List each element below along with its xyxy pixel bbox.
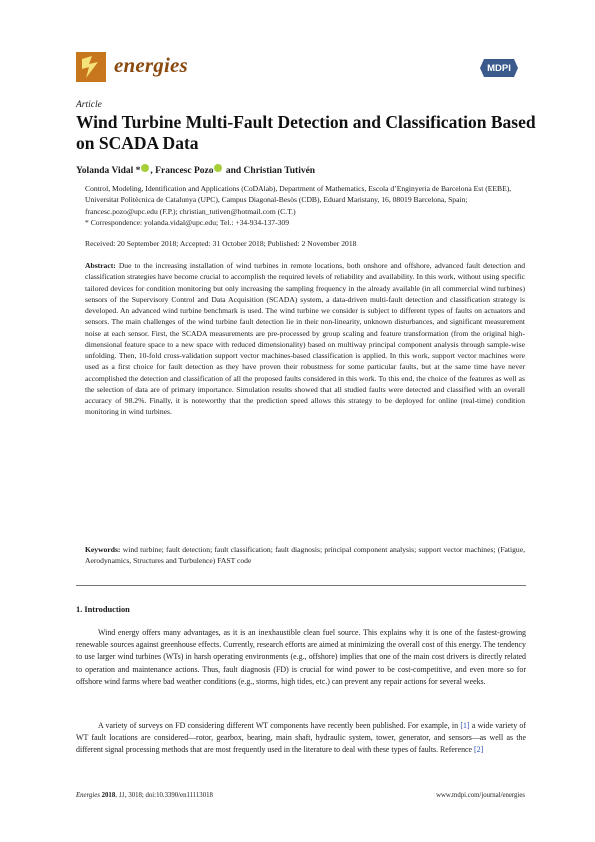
keywords — [85, 544, 525, 567]
footer-year: 2018 — [101, 792, 116, 799]
journal-name[interactable]: energies — [114, 53, 188, 77]
section-heading: 1. Introduction — [76, 605, 130, 614]
body-paragraph: Wind energy offers many advantages, as it is an inexhaustible clean fuel source. This explains why it is one of the fastest-growing renewable sources against greenhouse effects. Currently, research efforts are aimed at minimizing the overall cost of this energy. The tendency to use larger wind turbines (WTs) in harsh operating environments (e.g., offshore) implies that one of the main cost drivers is directly related to operation and maintenance actions. Thus, fault diagnosis (FD) is crucial for wind power to be cost-competitive, and even more so for offshore wind farms where bad weather conditions (e.g., storms, high tides, etc.) can prevent any repair actions for several weeks. — [76, 628, 526, 686]
paragraph-text: a wide variety of WT fault locations are considered—rotor, gearbox, bearing, main shaft, hydraulic system, tower, generator, and sensors—as well as the different signal processing methods that are most frequently used in the literature to deal with these types of faults. Reference — [76, 721, 527, 755]
footer-volume: 11 — [118, 792, 125, 799]
article-title: Wind Turbine Multi-Fault Detection and Classification Based on SCADA Data — [76, 112, 536, 153]
section-divider — [76, 585, 526, 586]
keywords-label: Keywords: — [85, 545, 121, 554]
author-name[interactable]: Christian Tutivén — [243, 166, 316, 176]
correspondence-text: * Correspondence: yolanda.vidal@upc.edu; Tel.: +34-934-137-309 — [85, 217, 289, 227]
author-list — [76, 164, 315, 176]
publisher-logo[interactable] — [478, 55, 520, 81]
orcid-icon[interactable] — [214, 164, 222, 172]
footer-journal: Energies — [76, 792, 100, 799]
author-name[interactable]: Yolanda Vidal * — [76, 166, 141, 176]
abstract-label: Abstract: — [85, 261, 116, 270]
abstract — [85, 260, 525, 418]
article-type: Article — [76, 100, 102, 110]
publisher-name: MDPI — [487, 63, 511, 74]
citation-link[interactable]: [2] — [474, 745, 484, 755]
citation-link[interactable]: [1] — [460, 721, 470, 730]
footer-doi: , 3018; doi:10.3390/en11113018 — [124, 792, 213, 799]
author-name[interactable]: Francesc Pozo — [155, 166, 214, 176]
journal-url[interactable]: www.mdpi.com/journal/energies — [436, 792, 525, 799]
author-separator: , — [150, 166, 156, 176]
author-separator: and — [223, 166, 244, 176]
affiliation-text: Control, Modeling, Identification and Applications (CoDAlab), Department of Mathematics, Escola d’Enginyeria de Barcelona Est (EEBE), Universitat Politècnica de Catalunya (UPC), Campus Diagonal-Besòs (CDB), Eduard Maristany, 16, 08019 Barcelona, Spain; francesc.pozo@upc.edu (F.P.); christian_tutiven@hotmail.com (C.T.) — [85, 184, 512, 216]
affiliation-block — [85, 183, 525, 228]
body-paragraph — [76, 720, 526, 757]
lightning-icon — [76, 52, 106, 82]
publication-dates: Received: 20 September 2018; Accepted: 31 October 2018; Published: 2 November 2018 — [85, 239, 357, 248]
keywords-text: wind turbine; fault detection; fault classification; fault diagnosis; principal component analysis; support vector machines; (Fatigue, Aerodynamics, Structures and Turbulence) FAST code — [85, 545, 525, 566]
citation-footer: Energies 2018, 11, 3018; doi:10.3390/en11113018 — [76, 792, 213, 799]
journal-logo — [76, 52, 106, 82]
paragraph-text: A variety of surveys on FD considering different WT components have recently been published. For example, in — [98, 721, 461, 730]
abstract-text: Due to the increasing installation of wind turbines in remote locations, both onshore and offshore, advanced fault detection and classification strategies have become crucial to accomplish the required levels of reliability and availability. In this work, without using specific tailored devices for condition monitoring but only increasing the sampling frequency in the already available (in all commercial wind turbines) sensors of the Supervisory Control and Data Acquisition (SCADA) system, a data-driven multi-fault detection and classification strategy is developed. An advanced wind turbine benchmark is used. The wind turbine we consider is subject to different types of faults on actuators and sensors. The main challenges of the wind turbine fault detection lie in their non-linearity, unknown disturbances, and significant measurement noise at each sensor. First, the SCADA measurements are pre-processed by group scaling and feature transformation (from the original high-dimensional feature space to a new space with reduced dimensionality) based on multiway principal component analysis through sample-wise unfolding. Then, 10-fold cross-validation support vector machines-based classification is applied. In this work, support vector machines were used as a first choice for fault detection as they have proven their robustness for some particular faults, but at the same time have never accomplished the detection and classification of all the proposed faults considered in this work. To this end, the choice of the features as well as the selection of data are of primary importance. Simulation results showed that all studied faults were detected and classified with an overall accuracy of 98.2%. Finally, it is noteworthy that the prediction speed allows this strategy to be deployed for online (real-time) condition monitoring in wind turbines. — [85, 261, 525, 417]
orcid-icon[interactable] — [141, 164, 149, 172]
